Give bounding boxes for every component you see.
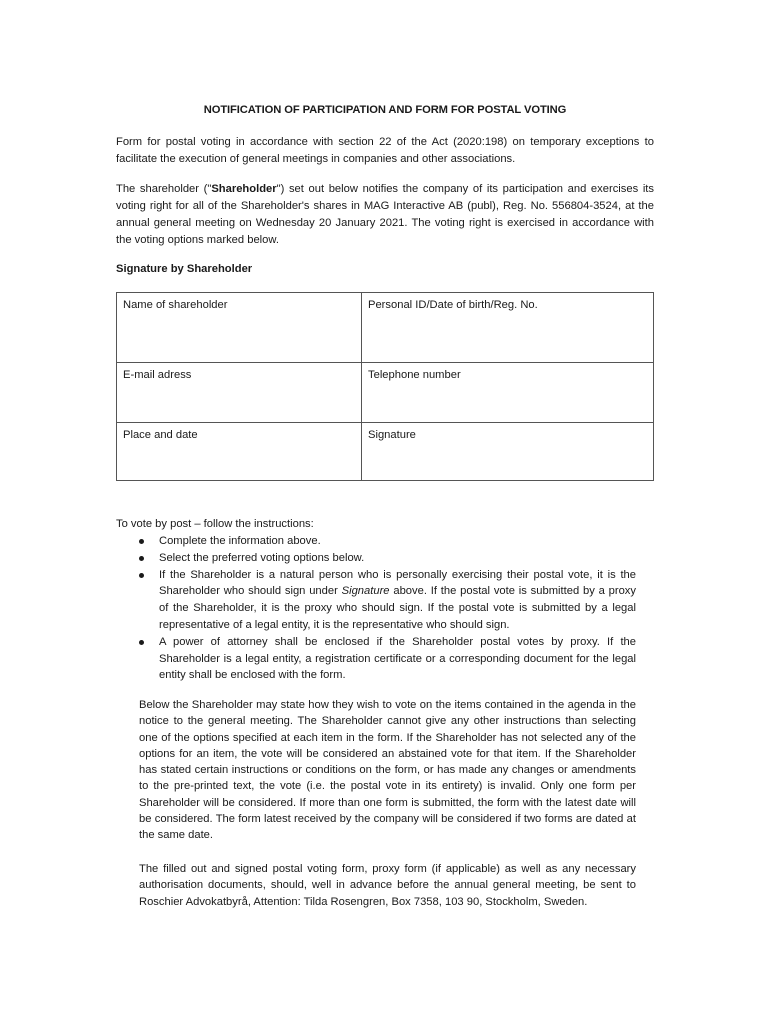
email-label: E-mail adress [123, 369, 192, 381]
place-and-date-field[interactable] [117, 423, 362, 481]
telephone-field[interactable] [362, 363, 654, 423]
bullet-text-start: If the Shareholder is a natural person who is personally exercising their postal vote, it is the Shareholder who should sign under [159, 568, 636, 598]
name-of-shareholder-field[interactable] [117, 293, 362, 363]
shareholder-term: Shareholder [211, 183, 277, 195]
voting-instructions-paragraph: Below the Shareholder may state how they wish to vote on the items contained in the agenda in the notice to the general meeting. The Shareholder cannot give any other instructions than selecting one of the options specified at each item in the form. If the Shareholder has not selected any of the options for an item, the vote will be considered an abstained vote for that item. If the Shareholder has stated certain instructions or conditions on the form, or has made any changes or amendments to the pre-printed text, the vote (i.e. the postal vote in its entirety) is invalid. Only one form per Shareholder will be considered. If more than one form is submitted, the form with the latest date will be considered. The form latest received by the company will be considered if two forms are dated at the same date. [139, 699, 636, 842]
bullet-text: Complete the information above. [159, 535, 321, 547]
bullet-icon [139, 539, 144, 544]
bullet-icon [139, 640, 144, 645]
table-row [117, 293, 654, 363]
signature-field[interactable] [362, 423, 654, 481]
personal-id-label: Personal ID/Date of birth/Reg. No. [368, 299, 538, 311]
bullet-icon [139, 556, 144, 561]
notice-text-start: The shareholder (" [116, 183, 212, 195]
shareholder-signature-table [116, 292, 654, 481]
email-field[interactable] [117, 363, 362, 423]
instructions-intro: To vote by post – follow the instructions: [116, 518, 314, 530]
document-title: NOTIFICATION OF PARTICIPATION AND FORM FOR POSTAL VOTING [203, 104, 567, 116]
table-row [117, 423, 654, 481]
list-item [139, 634, 636, 684]
list-item [139, 567, 636, 634]
telephone-label: Telephone number [368, 369, 461, 381]
signature-label: Signature [368, 429, 416, 441]
personal-id-field[interactable] [362, 293, 654, 363]
list-item [139, 533, 636, 550]
signature-term: Signature [341, 585, 390, 598]
bullet-text: A power of attorney shall be enclosed if the Shareholder postal votes by proxy. If the Shareholder is a legal entity, a registration certificate or a corresponding document for the legal entity shall be enclosed with the form. [159, 635, 636, 682]
name-of-shareholder-label: Name of shareholder [123, 299, 228, 311]
notice-text-end: ") set out below notifies the company of its participation and exercises its voting right for all of the Shareholder's shares in MAG Interactive AB (publ), Reg. No. 556804-3524, at the annual general meeting on Wednesday 20 January 2021. The voting right is exercised in accordance with the voting options marked below. [116, 183, 655, 246]
intro-paragraph: Form for postal voting in accordance with section 22 of the Act (2020:198) on temporary exceptions to facilitate the execution of general meetings in companies and other associations. [116, 136, 654, 165]
table-row [117, 363, 654, 423]
notice-paragraph [116, 181, 654, 249]
bullet-text-end: above. If the postal vote is submitted by a proxy of the Shareholder, it is the proxy who should sign. If the postal vote is submitted by a legal representative of a legal entity, it is the representative who should sign. [159, 585, 636, 631]
place-and-date-label: Place and date [123, 429, 198, 441]
submission-paragraph: The filled out and signed postal voting form, proxy form (if applicable) as well as any necessary authorisation documents, should, well in advance before the annual general meeting, be sent to Roschier Advokatbyrå, Attention: Tilda Rosengren, Box 7358, 103 90, Stockholm, Sweden. [139, 863, 636, 908]
list-item [139, 550, 636, 567]
bullet-icon [139, 573, 144, 578]
signature-heading: Signature by Shareholder [116, 263, 253, 275]
bullet-text: Select the preferred voting options below. [159, 551, 365, 564]
instructions-list [139, 533, 636, 684]
